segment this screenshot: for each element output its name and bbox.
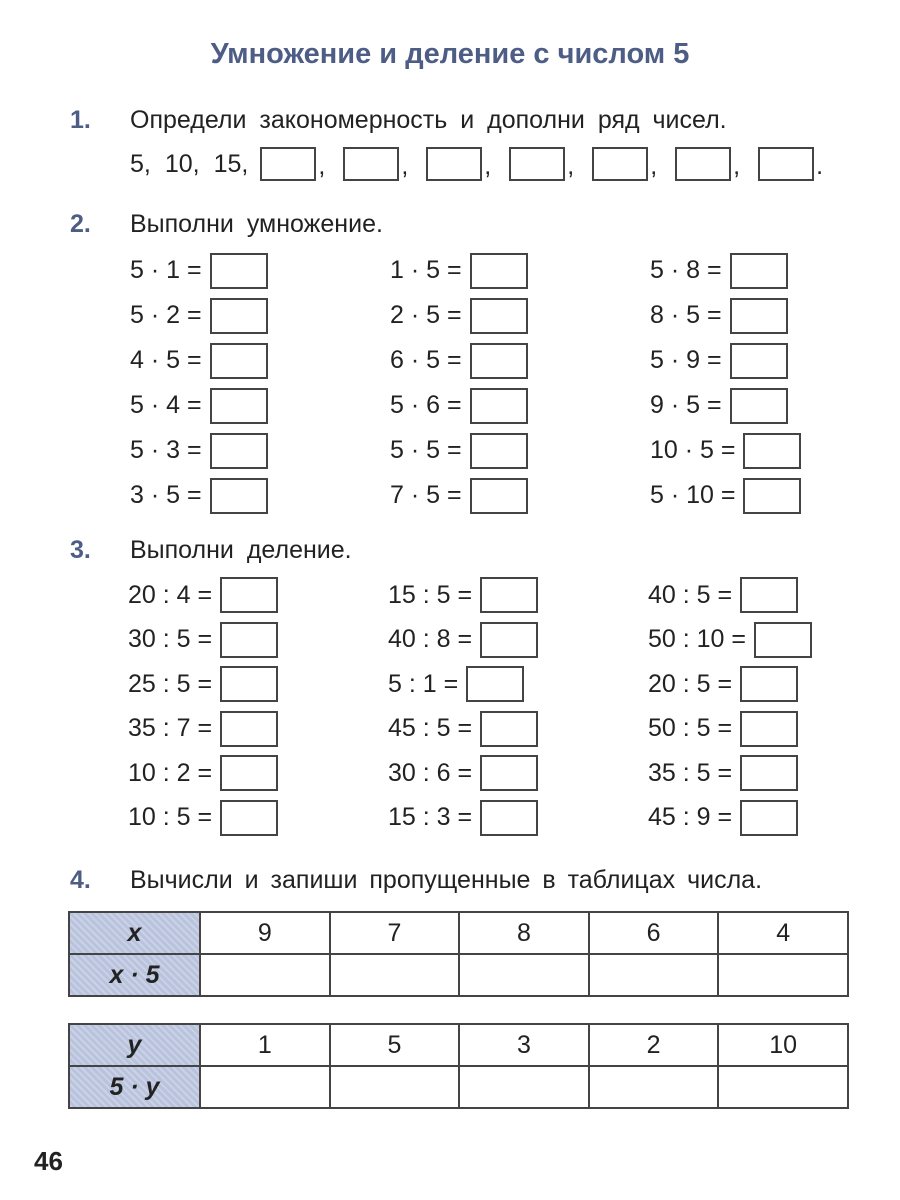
sequence-given-number: 5, xyxy=(130,149,151,178)
table-cell-value: 9 xyxy=(200,912,330,954)
answer-box[interactable] xyxy=(740,577,798,613)
table-row xyxy=(69,1024,848,1066)
table-header-y: y xyxy=(69,1024,200,1066)
table-row xyxy=(69,954,848,996)
task4-instruction: Вычисли и запиши пропущенные в таблицах числа. xyxy=(130,866,763,894)
answer-box[interactable] xyxy=(480,800,538,836)
expression: 10 : 5 = xyxy=(128,803,213,832)
task1-sequence: 5, 10, 15, , , , , , , . xyxy=(130,145,823,183)
expression: 30 : 6 = xyxy=(388,758,473,787)
table-row xyxy=(69,1066,848,1108)
answer-box[interactable] xyxy=(730,253,788,289)
answer-box[interactable] xyxy=(730,298,788,334)
sequence-answer-box[interactable] xyxy=(758,147,814,181)
expression: 50 : 10 = xyxy=(648,625,746,654)
task2-column-3 xyxy=(650,248,801,518)
table-answer-cell[interactable] xyxy=(459,954,589,996)
expression: 5 · 9 = xyxy=(650,346,722,374)
answer-box[interactable] xyxy=(220,755,278,791)
task2-column-1 xyxy=(130,248,268,518)
answer-box[interactable] xyxy=(740,711,798,747)
table-row xyxy=(69,912,848,954)
expression: 15 : 3 = xyxy=(388,803,473,832)
answer-box[interactable] xyxy=(480,755,538,791)
expression: 5 · 3 = xyxy=(130,436,202,464)
answer-box[interactable] xyxy=(470,253,528,289)
answer-box[interactable] xyxy=(480,577,538,613)
answer-box[interactable] xyxy=(743,478,801,514)
expression: 35 : 7 = xyxy=(128,714,213,743)
expression: 20 : 5 = xyxy=(648,669,733,698)
sequence-answer-box[interactable] xyxy=(260,147,316,181)
table-answer-cell[interactable] xyxy=(200,954,330,996)
table-answer-cell[interactable] xyxy=(459,1066,589,1108)
task3-number: 3. xyxy=(70,536,91,564)
task3-instruction: Выполни деление. xyxy=(130,536,352,564)
answer-box[interactable] xyxy=(754,622,812,658)
answer-box[interactable] xyxy=(220,666,278,702)
table-answer-cell[interactable] xyxy=(718,1066,848,1108)
answer-box[interactable] xyxy=(730,388,788,424)
expression: 5 : 1 = xyxy=(388,669,459,698)
answer-box[interactable] xyxy=(470,433,528,469)
sequence-answer-box[interactable] xyxy=(426,147,482,181)
table-answer-cell[interactable] xyxy=(330,954,460,996)
answer-box[interactable] xyxy=(210,478,268,514)
table-answer-cell[interactable] xyxy=(330,1066,460,1108)
expression: 35 : 5 = xyxy=(648,758,733,787)
table-x xyxy=(68,911,849,997)
answer-box[interactable] xyxy=(740,755,798,791)
sequence-answer-box[interactable] xyxy=(509,147,565,181)
answer-box[interactable] xyxy=(470,388,528,424)
expression: 10 · 5 = xyxy=(650,436,736,464)
sequence-given-number: 10, xyxy=(164,149,200,178)
sequence-answer-box[interactable] xyxy=(343,147,399,181)
answer-box[interactable] xyxy=(470,478,528,514)
task1-number: 1. xyxy=(70,106,91,134)
expression: 4 · 5 = xyxy=(130,346,202,374)
table-y xyxy=(68,1023,849,1109)
answer-box[interactable] xyxy=(470,298,528,334)
expression: 25 : 5 = xyxy=(128,669,213,698)
page-title: Умножение и деление с числом 5 xyxy=(210,38,690,70)
answer-box[interactable] xyxy=(220,711,278,747)
table-answer-cell[interactable] xyxy=(200,1066,330,1108)
task3-column-3 xyxy=(648,573,812,840)
answer-box[interactable] xyxy=(220,800,278,836)
answer-box[interactable] xyxy=(480,622,538,658)
answer-box[interactable] xyxy=(470,343,528,379)
table-cell-value: 10 xyxy=(718,1024,848,1066)
table-header-5-times-y: 5 · y xyxy=(69,1066,200,1108)
task2-column-2 xyxy=(390,248,528,518)
table-cell-value: 8 xyxy=(459,912,589,954)
expression: 9 · 5 = xyxy=(650,391,722,419)
page-number: 46 xyxy=(34,1146,63,1176)
task4-number: 4. xyxy=(70,866,91,894)
table-header-x-times-5: x · 5 xyxy=(69,954,200,996)
expression: 5 · 10 = xyxy=(650,481,736,509)
expression: 8 · 5 = xyxy=(650,301,722,329)
answer-box[interactable] xyxy=(210,388,268,424)
task2-instruction: Выполни умножение. xyxy=(130,210,383,238)
table-cell-value: 5 xyxy=(330,1024,460,1066)
task2-number: 2. xyxy=(70,210,91,238)
answer-box[interactable] xyxy=(740,666,798,702)
expression: 30 : 5 = xyxy=(128,625,213,654)
answer-box[interactable] xyxy=(740,800,798,836)
task3-column-2 xyxy=(388,573,538,840)
answer-box[interactable] xyxy=(743,433,801,469)
table-cell-value: 1 xyxy=(200,1024,330,1066)
answer-box[interactable] xyxy=(210,433,268,469)
expression: 15 : 5 = xyxy=(388,580,473,609)
answer-box[interactable] xyxy=(210,298,268,334)
table-cell-value: 7 xyxy=(330,912,460,954)
table-answer-cell[interactable] xyxy=(589,1066,719,1108)
expression: 45 : 9 = xyxy=(648,803,733,832)
expression: 2 · 5 = xyxy=(390,301,462,329)
expression: 3 · 5 = xyxy=(130,481,202,509)
expression: 1 · 5 = xyxy=(390,256,462,284)
table-cell-value: 2 xyxy=(589,1024,719,1066)
expression: 5 · 4 = xyxy=(130,391,202,419)
table-cell-value: 6 xyxy=(589,912,719,954)
expression: 5 · 8 = xyxy=(650,256,722,284)
expression: 5 · 6 = xyxy=(390,391,462,419)
expression: 10 : 2 = xyxy=(128,758,213,787)
task1-instruction: Определи закономерность и дополни ряд чисел. xyxy=(130,106,727,134)
sequence-answer-box[interactable] xyxy=(592,147,648,181)
task3-column-1 xyxy=(128,573,278,840)
sequence-answer-box[interactable] xyxy=(675,147,731,181)
expression: 20 : 4 = xyxy=(128,580,213,609)
answer-box[interactable] xyxy=(210,253,268,289)
expression: 5 · 1 = xyxy=(130,256,202,284)
expression: 7 · 5 = xyxy=(390,481,462,509)
answer-box[interactable] xyxy=(210,343,268,379)
expression: 5 · 5 = xyxy=(390,436,462,464)
answer-box[interactable] xyxy=(466,666,524,702)
expression: 40 : 8 = xyxy=(388,625,473,654)
sequence-given-number: 15, xyxy=(213,149,249,178)
expression: 50 : 5 = xyxy=(648,714,733,743)
answer-box[interactable] xyxy=(220,577,278,613)
answer-box[interactable] xyxy=(730,343,788,379)
table-cell-value: 4 xyxy=(718,912,848,954)
expression: 45 : 5 = xyxy=(388,714,473,743)
table-answer-cell[interactable] xyxy=(718,954,848,996)
expression: 40 : 5 = xyxy=(648,580,733,609)
answer-box[interactable] xyxy=(480,711,538,747)
table-header-x: x xyxy=(69,912,200,954)
expression: 5 · 2 = xyxy=(130,301,202,329)
expression: 6 · 5 = xyxy=(390,346,462,374)
table-answer-cell[interactable] xyxy=(589,954,719,996)
answer-box[interactable] xyxy=(220,622,278,658)
table-cell-value: 3 xyxy=(459,1024,589,1066)
